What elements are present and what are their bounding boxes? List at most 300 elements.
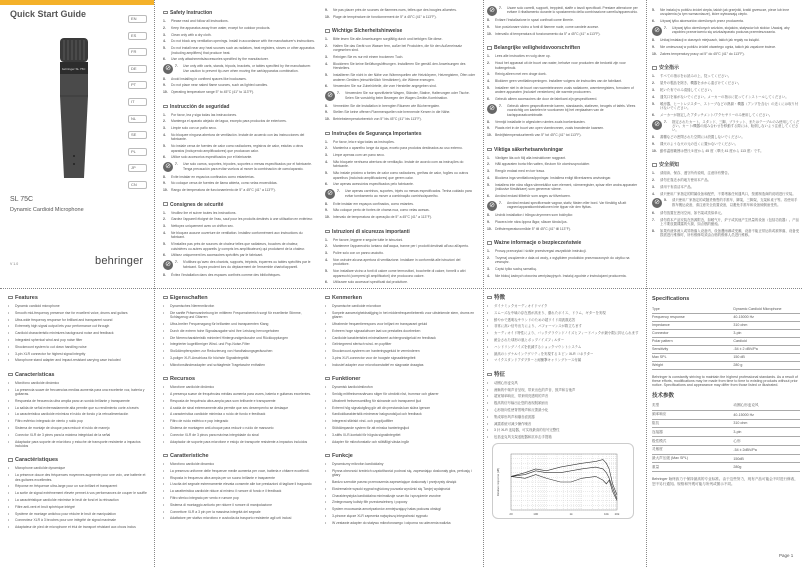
language-tab-nl[interactable]: NL [128,115,147,123]
feature-text: Sistema de montaje de choque para reducir el ruido de manejo [15,425,110,430]
feature-text: Extremely high signal output lets your performance cut through [15,324,110,329]
item-text: N'installez pas près de sources de chaleur telles que radiateurs, bouches de chaleur, cuisinières ou autres appareils (y compris les amplificateurs) qui produisent de la chaleur. [171,242,305,251]
bullet-icon: • [163,468,165,473]
instruction-item [487,25,639,29]
flag-icon [487,296,492,300]
spec-label: 重量 [652,463,733,472]
item-number: 5. [325,73,328,78]
feature-item [325,336,477,340]
specifications-cn [652,393,800,486]
flag-icon [163,377,168,381]
instruction-item [163,46,315,55]
instruction-item [325,182,477,186]
item-number: 10. [652,148,657,153]
item-text: Evitare l'installazione in spazi confinati come librerie. [495,18,574,23]
item-number: 4. [487,175,490,180]
instruction-item [487,169,639,173]
bullet-icon: • [487,428,489,433]
item-text: Pulire solo con un panno asciutto. [333,251,384,256]
item-text: Lees alle instructies en volg deze op. [495,54,551,59]
bullet-icon: • [8,337,10,342]
feature-text: W zestawie adapter do statywu mikrofonowego i odporna na uderzenia walizka [332,520,451,525]
instruction-item [652,171,800,175]
bullet-icon: • [8,525,10,530]
spec-label: Max SPL [652,353,733,361]
language-tab-pt[interactable]: PT [128,81,147,89]
feature-text: ハンドリングノイズを低減するショックマウントシステム [494,344,582,349]
feature-text: Integrerat sfäriskt vind- och poppljudfilter [332,419,394,424]
instruction-item [487,249,639,253]
item-number: 2. [487,61,490,66]
instruction-item [652,185,800,189]
item-text: Czyść tylko suchą szmatką. [495,267,537,272]
bullet-icon: • [325,432,327,437]
feature-text: Mikrofonständeradapter und schlagfeste Tragetasche enthalten [170,362,265,367]
language-tab-cn[interactable]: CN [128,181,147,189]
bullet-icon: • [487,317,489,322]
item-text: Verwenden Sie nur spezifizierte Wagen, Ständer, Stative, Halterungen oder Tische. Seien Sie vorsichtig beim Bewegen der Wagen-Geräte-Kombination. [345,91,470,100]
feature-item [487,381,639,385]
feature-text: 心形指向性使背景噪声和反馈最小化 [494,407,549,412]
instruction-item [652,45,800,49]
safety-section [487,6,639,36]
instruction-item [163,90,315,94]
spec-row [652,329,800,337]
instruction-item [325,117,477,121]
feature-item [325,469,477,478]
section-title: Ważne informacje o bezpieczeństwie [494,240,582,247]
item-text: Não coloque perto de fontes de chama nua, como velas acesas. [333,208,430,213]
feature-text: Durch die extrem hohe Signalausgabe wird Ihre Leistung hervorgehoben [170,328,280,333]
feature-text: Adaptador para soporte de micrófono y estuche de transporte resistente a impactos incluidos [15,439,141,448]
item-number: 5. [487,182,490,187]
feature-text: La presenza uniforme delle frequenze medie aumenta per voce, batteria e chitarre eccellenti. [170,468,310,473]
item-text: Non installare vicino a fonti di calore come termosifoni, bocchette di calore, fornelli o altri apparecchi (compresi gli amplificatori) che producono calore. [333,269,466,278]
bullet-icon: • [487,394,489,399]
bullet-icon: • [8,358,10,363]
bullet-icon: • [487,358,489,363]
bullet-icon: • [325,507,327,512]
item-text: Vermijd installatie in afgesloten ruimtes zoals boekenkasten. [495,119,586,124]
fold-line [154,0,155,567]
feature-text: Adaptateur de pied de microphone et étui de transport résistant aux chocs inclus [15,525,136,530]
instruction-item [163,133,315,142]
bullet-icon: • [487,380,489,385]
bullet-icon: • [8,380,10,385]
feature-text: Integrierter kugelförmiger Wind- und Pop-Noise-Filter [170,342,250,347]
instruction-item [325,91,477,101]
item-text: Driftstemperaturområde 5° till 45°C (41° till 113°F). [495,226,571,231]
section-title: Funktioner [332,376,361,383]
bullet-icon: • [163,502,165,507]
item-text: Vänligen läs och följ alla instruktioner noggrant. [495,155,567,160]
section-heading [163,104,315,110]
safety-column [652,8,800,247]
item-text: Unikaj instalacji w ciasnych miejscach, takich jak regały na książki. [660,38,760,43]
feature-text: Microfono cardioide dinamico [170,461,215,466]
feature-item [163,516,313,520]
instruction-item [652,192,800,196]
instruction-item [487,156,639,160]
instruction-item [325,140,477,144]
feature-item [163,311,313,320]
spec-row [652,463,800,472]
cart-warning-icon: ⊘ [487,201,497,211]
feature-item [325,521,477,525]
bullet-icon: • [325,493,327,498]
section-heading [163,202,315,208]
item-text: Limpie solo con un paño seco. [171,126,217,131]
feature-item [325,507,477,511]
bullet-icon: • [325,310,327,315]
bullet-icon: • [163,432,165,437]
feature-text: Filtre anti-vent et bruit sphérique intégré [15,504,75,509]
feature-text: Shockmount system to cut down handling noise [15,344,87,349]
bullet-icon: • [8,324,10,329]
instruction-item [652,120,800,133]
feature-text: 包括麦克风支架适配器和抗冲击手提箱 [494,435,552,440]
feature-item [8,505,150,509]
section-title: 特征 [494,371,506,378]
feature-item [487,352,639,356]
bullet-icon: • [325,520,327,525]
specifications-cn-title: 技术参数 [652,393,675,399]
section-heading [652,162,800,168]
item-number: 9. [652,45,655,50]
bullet-icon: • [487,337,489,342]
spec-label: Frequency response [652,313,733,321]
instruction-item [325,208,477,212]
specifications-cn-note: Behringer 始终致力于保持最高的专业标准。由于这些努力，现有产品可能会不时进行修改，恕不另行通知。规格和外观可能与所列或图示不同。 [652,477,798,486]
instruction-item [487,183,639,192]
flag-icon [8,296,13,300]
bullet-icon: • [325,468,327,473]
feature-text: Dynamiczny mikrofon kardioidalny [332,461,384,466]
feature-text: Risposta in frequenza ultra ampia per un suono brillante e trasparente [170,475,275,480]
feature-item [487,408,639,412]
feature-text: Sistema de montagem anti-choque para reduzir o ruído de manuseio [170,425,274,430]
flag-icon [325,296,330,300]
feature-item [325,440,477,444]
feature-text: Resposta de frequência ultra-ampla para som brilhante e transparente [170,398,276,403]
bullet-icon: • [325,355,327,360]
feature-item [487,318,639,322]
feature-text: Dynamisches Nierenmikrofon [170,304,215,308]
feature-item [8,419,150,423]
spec-label: Impedance [652,321,733,329]
safety-section [652,8,800,56]
instruction-item [163,217,315,221]
instruction-item [652,88,800,92]
item-text: 请勿将本产品安装在热源附近，如暖气片，炉子或其他产生热量的设备（包括功放器）。产品上不要放置裸露的火源，如点燃的蜡烛。 [660,217,800,226]
spec-row [652,454,800,463]
language-tab-en[interactable]: EN [128,15,147,23]
item-text: Gebruik alleen accessoires die door de fabrikant zijn gespecificeerd. [495,97,598,102]
item-text: Use only attachments/accessories specified by the manufacturer. [171,57,269,62]
bullet-icon: • [8,473,10,478]
bullet-icon: • [163,304,165,308]
svg-text:behringer SL 75C: behringer SL 75C [62,67,86,71]
feature-item [163,322,313,326]
instruction-item [163,119,315,123]
feature-item [163,503,313,507]
bullet-icon: • [8,432,10,437]
bullet-icon: • [487,331,489,336]
language-tab-de[interactable]: DE [128,65,147,73]
instruction-item [325,202,477,206]
cart-warning-icon: ⊘ [325,91,335,101]
instruction-item [487,126,639,130]
feature-text: Ekstremalnie wysoki sygnał wyjściowy pozwala wyróżnić się Twojej wydajności [332,486,451,491]
cart-warning-icon: ⊘ [163,162,173,172]
feature-text: Charakterystyka kardioidalna minimalizuje szum tła i sprzężenie zwrotne [332,493,441,498]
item-text: メーカーが指定したアタッチメント/アクセサリーのみ使用してください。 [660,112,773,117]
item-text: Mantenga el aparato alejado del agua, excepto para productos de exteriores. [171,119,287,124]
spec-value: 3-pin [733,428,800,437]
feature-item [163,476,313,480]
item-number: 2. [163,25,166,30]
bullet-icon: • [8,331,10,336]
brand-logo: behringer [95,255,144,267]
features-column [325,295,477,534]
feature-text: Cardioide karakteristiek minimaliseert achtergrondgeluid en feedback [332,335,436,340]
feature-item [487,388,639,392]
instruction-item [652,52,800,56]
item-number: 4. [487,273,490,278]
feature-text: La presencia suave de frecuencias medias aumenta para una excelente voz, batería y guitarras. [15,387,145,396]
item-text: Ne pas placer près de sources de flammes nues, telles que des bougies allumées. [333,8,457,12]
item-number: 9. [325,110,328,115]
feature-item [163,342,313,346]
language-tab-pl[interactable]: PL [128,148,147,156]
instruction-item [163,175,315,179]
specifications-title: Specifications [652,296,690,302]
flag-icon [487,241,492,245]
section-title: Viktiga säkerhetsanvisningar [494,146,564,153]
response-curve-near [511,475,617,501]
instruction-item [487,213,639,217]
item-number: 9. [325,208,328,213]
section-heading [487,372,639,378]
bullet-icon: • [8,491,10,496]
bullet-icon: • [163,482,165,487]
item-number: 9. [325,8,328,12]
language-tab-it[interactable]: IT [128,98,147,106]
feature-text: Dynamische cardioide microfoon [332,304,382,308]
item-number: 3. [163,32,166,37]
item-text: Nie instaluj w pobliżu źródeł ciepła, takich jak grzejniki, kratki grzewcze, piece lub inne urządzenia (w tym wzmacniacze), które wytwarzają ciepło. [660,8,790,17]
instruction-item [163,64,315,74]
feature-text: Cardioid characteristic minimizes background noise and feedback [15,331,114,336]
section-title: Recursos [170,376,196,383]
feature-item [487,304,639,308]
language-tab-jp[interactable]: JP [128,164,147,172]
y-axis-label: Relative response (dB) [496,467,500,497]
safety-section [325,229,477,285]
bullet-icon: • [8,398,10,403]
features-column [163,295,313,530]
item-text: Usare solo carrelli, supporti, treppiedi, staffe o tavoli specificati. Prestare attenzione per evitare il ribaltamento durante lo spostamento della combinazione carrello/apparecchio. [507,6,638,15]
item-number: 10. [325,14,330,19]
item-number: 2. [487,162,490,167]
item-number: 3. [163,224,166,229]
item-text: Per favore, leggere e seguire tutte le istruzioni. [333,237,404,242]
bullet-icon: • [8,439,10,444]
item-text: 请只使用厂家指定的或随货销售的手推车，脚架，三脚架，支架和桌子等。若使用手推车搬运设备，请注意安全放置设备，以避免手推车和设备倾倒而受伤。 [672,198,798,207]
item-number: 4. [163,230,166,235]
bullet-icon: • [8,387,10,392]
item-number: 8. [652,38,655,43]
feature-item [325,322,477,326]
section-title: 特徴 [494,295,506,301]
feature-item [487,324,639,328]
bullet-icon: • [487,310,489,315]
item-number: 1. [163,19,166,23]
instruction-item [652,142,800,146]
flag-icon [325,377,330,381]
item-text: Gebruik alleen gespecificeerde karren, standaards, statieven, beugels of tafels. Wees voorzichtig om kantelen te voorkomen bij het verplaatsen van de kar/apparaatcombinatie. [507,103,636,117]
section-title: Funkcje [332,452,353,459]
language-tab-fr[interactable]: FR [128,48,147,56]
bullet-icon: • [163,391,165,396]
feature-item [325,399,477,403]
feature-item [163,426,313,430]
flag-icon [325,454,330,458]
feature-item [163,433,313,437]
item-number: 1. [325,237,328,242]
section-heading [325,229,477,235]
instruction-item [487,227,639,231]
instruction-item [487,18,639,22]
spec-row [652,345,800,353]
section-title: Características [15,371,55,378]
flag-icon [325,132,330,136]
item-number: 10. [652,51,657,56]
item-text: Mantenere l'apparecchio lontano dall'acqua, tranne per i prodotti destinati all'uso all'aperto. [333,244,470,249]
item-number: 3. [487,72,490,77]
instruction-item [325,280,477,284]
section-heading [163,295,313,301]
item-text: 请只使用厂家指定的附属设备和配件，不要堵塞任何通风口，按照制造商的说明进行安装。 [660,191,796,196]
item-number: 4. [325,159,328,164]
safety-section [487,240,639,278]
page-number: Page 1 [779,553,794,558]
spec-row [652,410,800,419]
bullet-icon: • [487,351,489,356]
item-text: 書棚などの密閉された空間には設置しないでください。 [660,135,745,140]
feature-item [8,399,150,403]
feature-text: Smidig mittfrekvensnärvaro stiger för utmärkt röst, trummor och gitarrer [332,391,439,396]
instruction-item [163,188,315,192]
spec-row [652,321,800,329]
item-text: Please read and follow all instructions. [171,19,229,23]
feature-text: Zintegrowany kulisty filtr przeciwwietrzny i popowy [332,500,408,505]
flag-icon [163,105,168,109]
guide-title: Quick Start Guide [10,9,87,19]
bullet-icon: • [325,342,327,347]
spec-label: Connector [652,329,733,337]
section-heading [487,147,639,153]
item-number: 3. [652,87,655,92]
item-number: 1. [487,249,490,254]
flag-icon [8,458,13,462]
feature-item [163,392,313,396]
item-text: Installieren Sie nicht in der Nähe von Wärmequellen wie Heizkörpern, Heizregistern, Öfen oder anderen Geräten (einschließlich Verstärkern), die Wärme erzeugen. [333,73,476,82]
feature-text: 3-pinowe złącze XLR zapewnia najwyższą integralność sygnału [332,513,428,518]
spec-label: 频率响应 [652,410,733,419]
feature-item [325,304,477,308]
feature-item [325,392,477,396]
x-tick-label: 10k [603,512,609,516]
feature-item [325,311,477,320]
feature-text: 极高的信号输出让您的表现脱颖而出 [494,401,549,406]
item-number: 1. [163,210,166,215]
item-text: Por favor, leia e siga todas as instruções. [333,139,395,144]
bullet-icon: • [163,516,165,521]
spec-label: Sensitivity [652,345,733,353]
bullet-icon: • [325,439,327,444]
x-tick-label: 20 [509,512,513,516]
instruction-item [163,253,315,257]
feature-item [325,412,477,416]
feature-item [325,487,477,491]
safety-section [325,28,477,121]
feature-text: System mocowania amortyzatorów zmniejszający hałas podczas obsługi [332,507,441,512]
section-heading [163,10,315,16]
item-number: 5. [664,198,667,203]
instruction-item [163,77,315,81]
feature-text: マイクスタンドアダプターと耐衝撃キャリングケース付属 [494,358,582,363]
bullet-icon: • [163,328,165,333]
safety-section [652,162,800,237]
cart-warning-icon: ⊘ [163,64,173,74]
item-number: 10. [487,133,492,138]
item-text: Halten Sie das Gerät von Wasser fern, außer bei Produkten, die für den Außeneinsatz vorgesehen sind. [333,44,462,53]
item-number: 8. [652,228,655,233]
item-text: 乾いた布でのみ清掃してください。 [660,87,715,92]
instruction-item [163,39,315,43]
item-text: Use apenas acessórios especificados pelo fabricante. [333,182,414,187]
feature-text: 3-pins XLR-connector voor de hoogste signaalintegriteit [332,355,416,360]
language-tab-se[interactable]: SE [128,131,147,139]
instruction-item [652,95,800,99]
instruction-item [652,198,800,208]
feature-item [163,304,313,308]
feature-text: A saída de sinal extremamente alta permite que seu desempenho se destaque [170,405,289,410]
flag-icon [325,230,330,234]
instruction-item [652,102,800,111]
item-number: 6. [652,19,655,24]
spec-row [652,361,800,369]
bullet-icon: • [325,461,327,466]
item-number: 1. [652,171,655,176]
instruction-item [163,126,315,130]
item-number: 5. [163,144,166,149]
section-heading [487,45,639,51]
instruction-item [325,110,477,114]
features-section [487,372,639,440]
item-number: 1. [325,139,328,144]
feature-text: Shockmount-systeem om hanteringsgeluid te verminderen [332,349,420,354]
feature-item [163,496,313,500]
item-text: Rengör endast med en torr trasa. [495,169,545,174]
spec-row [652,428,800,437]
features-section [163,453,313,521]
item-number: 2. [325,244,328,249]
feature-item [325,385,477,389]
language-tab-es[interactable]: ES [128,32,147,40]
item-number: 6. [163,57,166,62]
